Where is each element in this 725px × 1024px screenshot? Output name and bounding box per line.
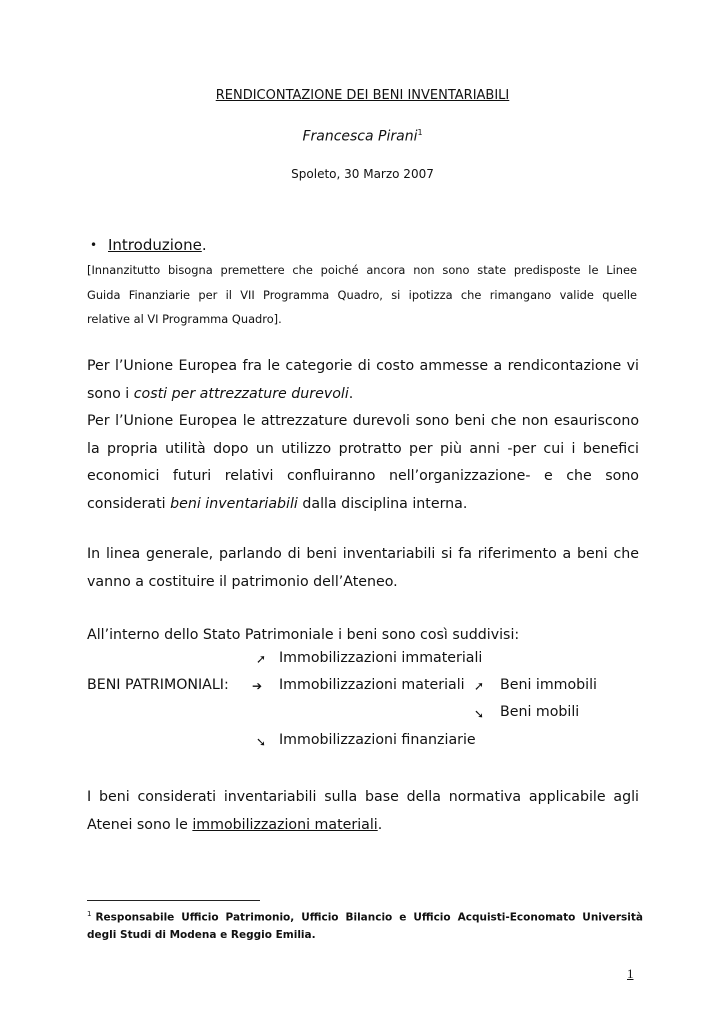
- arrow-up-right-icon: [474, 678, 484, 694]
- document-title: RENDICONTAZIONE DEI BENI INVENTARIABILI: [215, 88, 510, 103]
- beni-patrimoniali-label: BENI PATRIMONIALI:: [87, 677, 229, 693]
- arrow-glyph: ➔: [252, 679, 263, 693]
- paragraph-line: [87, 491, 639, 519]
- paragraph-line: [87, 381, 639, 409]
- arrow-up-right-icon: [256, 651, 266, 667]
- emphasis-text: costi per attrezzature durevoli: [133, 385, 349, 402]
- intro-note-line: Guida Finanziarie per il VII Programma Quadro, si ipotizza che rimangano valide quelle: [87, 287, 637, 302]
- paragraph-4: All’interno dello Stato Patrimoniale i beni sono così suddivisi:: [87, 627, 520, 643]
- arrow-glyph: ➘: [474, 707, 485, 721]
- paragraph-line: In linea generale, parlando di beni inventariabili si fa riferimento a beni che: [87, 546, 639, 562]
- paragraph-line: Per l’Unione Europea fra le categorie di costo ammesse a rendicontazione vi: [87, 358, 639, 374]
- intro-note-line: relative al VI Programma Quadro].: [87, 312, 282, 326]
- emphasis-text: beni inventariabili: [170, 495, 298, 512]
- intro-note: [87, 258, 637, 332]
- item-finanziarie: Immobilizzazioni finanziarie: [279, 732, 476, 748]
- paragraph-line: vanno a costituire il patrimonio dell’Ateneo.: [87, 573, 398, 590]
- item-beni-immobili: Beni immobili: [500, 677, 597, 693]
- paragraph-1: [87, 353, 639, 408]
- text-run: .: [377, 816, 383, 833]
- footnote-reference[interactable]: 1: [417, 128, 423, 137]
- arrow-glyph: ➚: [256, 652, 267, 666]
- text-run: sono i: [87, 385, 134, 402]
- text-run: .: [348, 385, 354, 402]
- paragraph-2: [87, 408, 639, 518]
- text-run: dalla disciplina interna.: [297, 495, 468, 512]
- paragraph-line: economici futuri relativi confluiranno nell’organizzazione- e che sono: [87, 468, 639, 484]
- page-number: 1: [627, 966, 634, 981]
- paragraph-line: Per l’Unione Europea le attrezzature durevoli sono beni che non esauriscono: [87, 413, 639, 429]
- paragraph-5: [87, 784, 639, 839]
- underlined-text: immobilizzazioni materiali: [192, 816, 378, 833]
- paragraph-line: I beni considerati inventariabili sulla base della normativa applicabile agli: [87, 789, 639, 805]
- arrow-down-right-icon: [474, 706, 484, 722]
- text-run: Atenei sono le: [87, 816, 193, 833]
- arrow-glyph: ➘: [256, 735, 267, 749]
- footnote-end: .: [311, 928, 316, 941]
- document-date: Spoleto, 30 Marzo 2007: [291, 167, 434, 181]
- footnote: [87, 906, 643, 944]
- item-immateriali: Immobilizzazioni immateriali: [279, 650, 483, 666]
- arrow-down-right-icon: [256, 734, 266, 750]
- author-name: [0, 128, 725, 145]
- text-run: considerati: [87, 495, 171, 512]
- intro-note-line: [Innanzitutto bisogna premettere che poiché ancora non sono state predisposte le Linee: [87, 263, 637, 277]
- item-materiali: Immobilizzazioni materiali: [279, 677, 465, 693]
- footnote-text: Responsabile Ufficio Patrimonio, Ufficio Bilancio e Ufficio Acquisti-Economato Università degli Studi di Modena e Reggio Emilia: [87, 911, 643, 941]
- footnote-divider: [87, 900, 260, 901]
- section-heading-text: Introduzione: [108, 236, 202, 254]
- footnote-mark: 1: [87, 910, 92, 918]
- paragraph-line: la propria utilità dopo un utilizzo protratto per più anni -per cui i benefici: [87, 440, 639, 457]
- bullet-icon: •: [90, 238, 98, 252]
- arrow-right-icon: [252, 678, 262, 694]
- paragraph-3: [87, 541, 639, 596]
- arrow-glyph: ➚: [474, 679, 485, 693]
- paragraph-line: [87, 812, 639, 840]
- author-text: Francesca Pirani: [302, 128, 418, 145]
- section-heading-punct: .: [201, 236, 207, 254]
- section-heading: [108, 236, 207, 254]
- item-beni-mobili: Beni mobili: [500, 704, 580, 720]
